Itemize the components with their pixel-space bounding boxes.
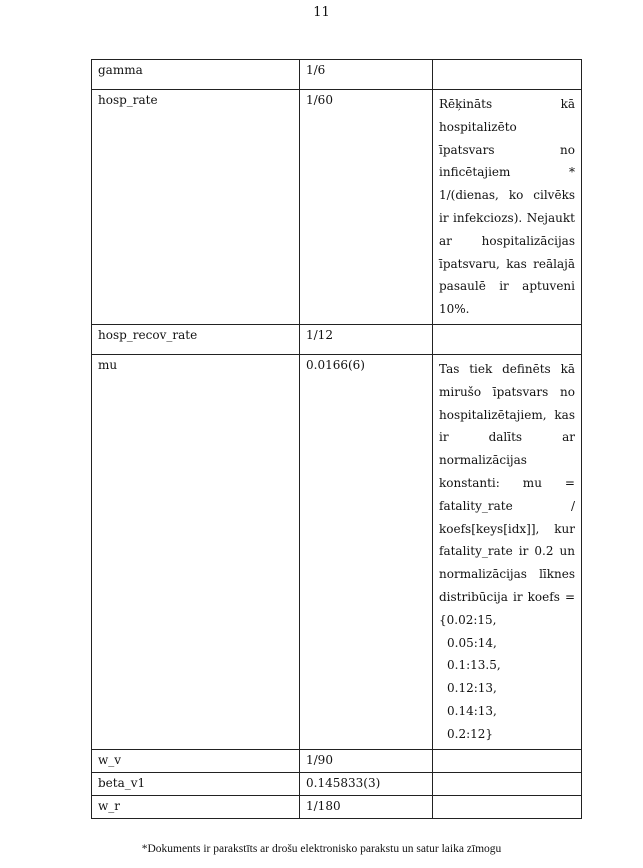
description-line: inficētajiem *	[439, 165, 575, 180]
table-row	[92, 90, 582, 325]
param-description	[433, 795, 582, 818]
description-line: 0.14:13,	[447, 703, 497, 718]
description-line: fatality_rate /	[439, 498, 575, 513]
table-row	[92, 354, 582, 749]
description-line: 1/(dienas, ko cilvēks	[439, 188, 575, 203]
param-name: beta_v1	[92, 772, 300, 795]
description-line: īpatsvaru, kas reālajā	[439, 256, 575, 271]
param-value: 1/12	[300, 324, 433, 354]
param-value: 0.0166(6)	[300, 354, 433, 749]
param-name: hosp_rate	[92, 90, 300, 325]
param-description	[433, 749, 582, 772]
description-line: koefs[keys[idx]], kur	[439, 521, 575, 536]
description-line: {0.02:15,	[439, 612, 497, 627]
description-line: pasaulē ir aptuveni	[439, 279, 575, 294]
description-line: 0.2:12}	[447, 726, 494, 741]
page-number: 11	[313, 5, 330, 20]
param-value: 1/6	[300, 60, 433, 90]
description-line: ir dalīts ar	[439, 430, 575, 445]
description-line: normalizācijas līknes	[439, 567, 575, 582]
param-value: 1/180	[300, 795, 433, 818]
param-value: 1/90	[300, 749, 433, 772]
param-value: 1/60	[300, 90, 433, 325]
table-row	[92, 795, 582, 818]
footer-note: *Dokuments ir parakstīts ar drošu elektronisko parakstu un satur laika zīmogu	[141, 843, 502, 855]
param-name: gamma	[92, 60, 300, 90]
description-line: 10%.	[439, 302, 470, 317]
description-line: mirušo īpatsvars no	[439, 384, 575, 399]
description-line: 0.12:13,	[447, 681, 497, 696]
param-name: hosp_recov_rate	[92, 324, 300, 354]
description-line: hospitalizēto	[439, 119, 517, 134]
description-line: ar hospitalizācijas	[439, 233, 575, 248]
param-name: mu	[92, 354, 300, 749]
table-row	[92, 324, 582, 354]
param-name: w_v	[92, 749, 300, 772]
description-line: konstanti: mu =	[439, 475, 575, 490]
description-line: Rēķināts kā	[439, 97, 575, 111]
param-description	[433, 324, 582, 354]
param-value: 0.145833(3)	[300, 772, 433, 795]
description-line: 0.05:14,	[447, 635, 497, 650]
description-line: Tas tiek definēts kā	[439, 361, 575, 376]
param-description	[433, 354, 582, 749]
table-row	[92, 60, 582, 90]
param-name: w_r	[92, 795, 300, 818]
description-line: 0.1:13.5,	[447, 658, 501, 673]
description-line: fatality_rate ir 0.2 un	[439, 544, 575, 559]
description-line: distribūcija ir koefs =	[439, 589, 575, 604]
description-line: īpatsvars no	[439, 142, 575, 157]
table-row	[92, 772, 582, 795]
description-line: normalizācijas	[439, 453, 527, 468]
parameters-table	[91, 59, 582, 819]
description-line: ir infekciozs). Nejaukt	[439, 210, 575, 225]
param-description	[433, 772, 582, 795]
param-description	[433, 60, 582, 90]
table-row	[92, 749, 582, 772]
param-description	[433, 90, 582, 325]
description-line: hospitalizētajiem, kas	[439, 407, 575, 422]
